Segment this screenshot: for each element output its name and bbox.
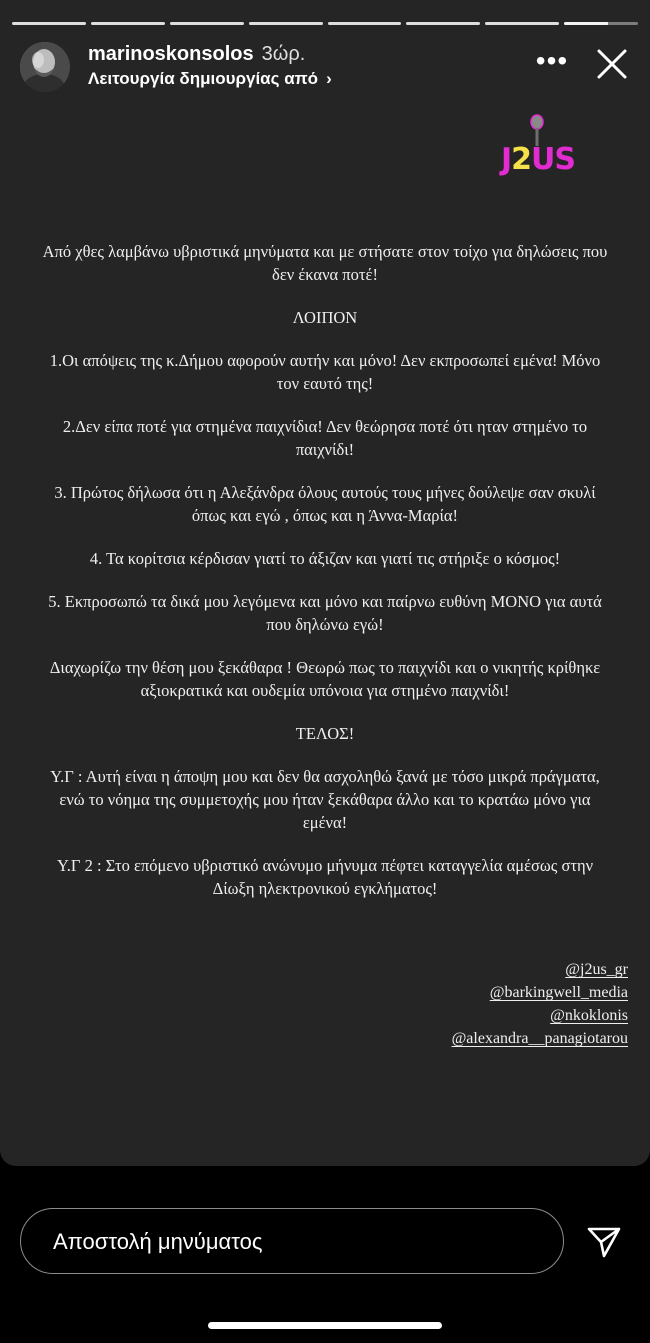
statement-text <box>40 240 610 920</box>
statement-paragraph: 1.Οι απόψεις της κ.Δήμου αφορούν αυτήν και μόνο! Δεν εκπροσωπεί εμένα! Μόνο τον εαυτό της! <box>49 351 601 393</box>
progress-segment <box>170 22 244 25</box>
story-progress-bar <box>12 22 638 26</box>
statement-paragraph: ΤΕΛΟΣ! <box>295 724 355 743</box>
statement-paragraph: Υ.Γ 2 : Στο επόμενο υβριστικό ανώνυμο μήνυμα πέφτει καταγγελία αμέσως στην Δίωξη ηλεκτρονικού εγκλήματος! <box>56 856 594 898</box>
create-mode-label: Λειτουργία δημιουργίας από <box>88 69 319 88</box>
j2us-logo <box>490 112 586 188</box>
progress-segment <box>406 22 480 25</box>
mention-tag[interactable]: @j2us_gr <box>565 961 628 978</box>
message-input[interactable] <box>51 1209 535 1274</box>
progress-segment <box>249 22 323 25</box>
mention-tag[interactable]: @nkoklonis <box>550 1007 628 1024</box>
reply-bar <box>20 1208 564 1274</box>
chevron-right-icon: › <box>326 69 332 88</box>
statement-paragraph: Διαχωρίζω την θέση μου ξεκάθαρα ! Θεωρώ πως το παιχνίδι και ο νικητής κρίθηκε αξιοκρατικά και ουδεμία υπόνοια για στημένο παιχνίδι! <box>49 658 601 700</box>
logo-text: J2US <box>500 142 575 177</box>
home-indicator <box>208 1322 442 1329</box>
progress-segment <box>564 22 638 25</box>
more-options-icon[interactable]: ••• <box>535 45 569 76</box>
statement-paragraph: 4. Τα κορίτσια κέρδισαν γιατί το άξιζαν και γιατί τις στήριξε ο κόσμος! <box>89 549 561 568</box>
statement-paragraph: Υ.Γ : Αυτή είναι η άποψη μου και δεν θα ασχοληθώ ξανά με τόσο μικρά πράγματα, ενώ το νόημα της συμμετοχής μου ήταν ξεκάθαρα άλλο και το κρατάω μόνο για εμένα! <box>50 767 600 832</box>
time-ago: 3ώρ. <box>261 43 306 65</box>
statement-paragraph: 3. Πρώτος δήλωσα ότι η Αλεξάνδρα όλους αυτούς τους μήνες δούλεψε σαν σκυλί όπως και εγώ , όπως και η Άννα-Μαρία! <box>54 483 596 525</box>
mention-tags <box>452 958 628 1050</box>
mention-tag[interactable]: @barkingwell_media <box>489 984 628 1001</box>
statement-paragraph: 5. Εκπροσωπώ τα δικά μου λεγόμενα και μόνο και παίρνω ευθύνη ΜΟΝΟ για αυτά που δηλώνω εγώ! <box>48 592 602 634</box>
mention-tag[interactable]: @alexandra__panagiotarou <box>451 1030 628 1047</box>
statement-paragraph: 2.Δεν είπα ποτέ για στημένα παιχνίδια! Δεν θεώρησα ποτέ ότι ηταν στημένο το παιχνίδι! <box>62 417 588 459</box>
avatar-photo-icon <box>20 42 70 92</box>
send-icon[interactable] <box>584 1222 624 1262</box>
statement-paragraph: ΛΟΙΠΟΝ <box>292 308 358 327</box>
statement-paragraph: Από χθες λαμβάνω υβριστικά μηνύματα και με στήσατε στον τοίχο για δηλώσεις που δεν έκανα ποτέ! <box>42 242 608 284</box>
create-mode-attribution[interactable] <box>88 68 332 90</box>
progress-segment <box>485 22 559 25</box>
avatar[interactable] <box>20 42 70 92</box>
progress-segment <box>12 22 86 25</box>
close-icon[interactable] <box>594 46 630 82</box>
story-header <box>20 40 630 94</box>
progress-segment <box>91 22 165 25</box>
user-line <box>88 42 305 66</box>
username[interactable]: marinoskonsolos <box>88 43 254 65</box>
progress-segment <box>328 22 402 25</box>
